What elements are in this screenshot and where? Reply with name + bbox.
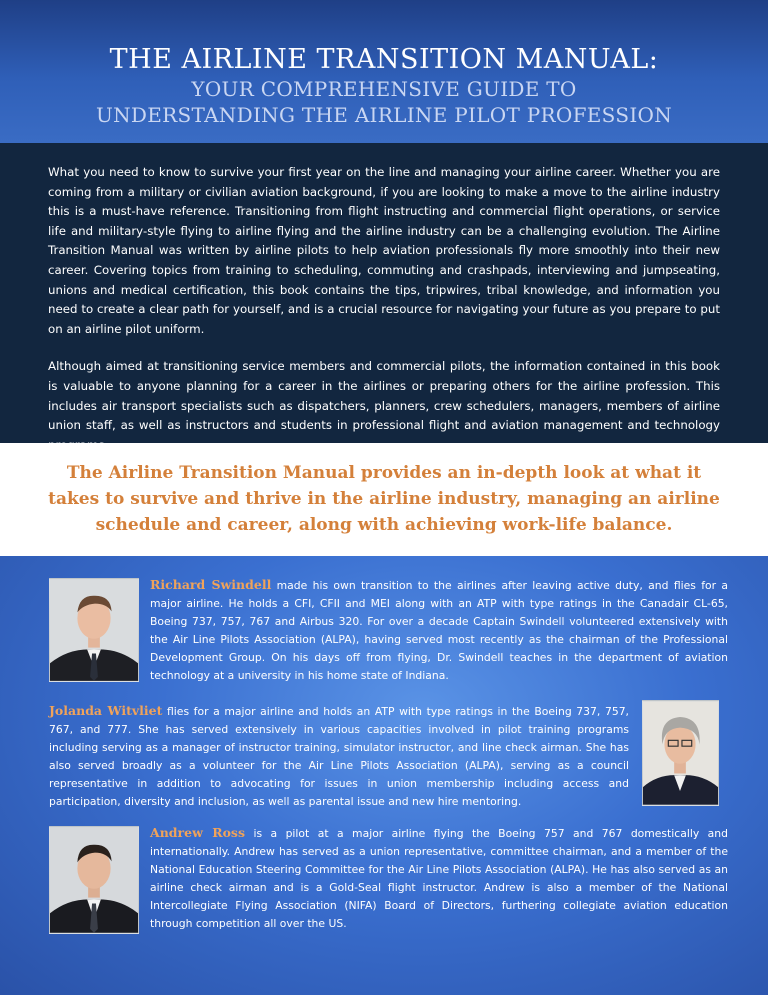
book-description <box>0 143 768 443</box>
description-paragraph-1: What you need to know to survive your first year on the line and managing your airline career. Whether you are coming from a military or civilian aviation background, if you are looking to make a move to the airline industry this is a must-have reference. Transitioning from flight instructing and commercial flight operations, or service life and military-style flying to airline flying and the airline industry can be a challenging evolution. The Airline Transition Manual was written by airline pilots to help aviation professionals fly more smoothly into their new career. Covering topics from training to scheduling, commuting and crashpads, interviewing and jumpseating, unions and medical certification, this book contains the tips, tripwires, tribal knowledge, and information you need to create a clear path for yourself, and is a crucial resource for navigating your future as you prepare to put on an airline pilot uniform. <box>48 165 720 336</box>
author-bio-text: is a pilot at a major airline flying the Boeing 757 and 767 domestically and internationally. Andrew has served as a union representative, committee chairman, and a member of the National Education Steering Committee for the Air Line Pilots Association (ALPA). He has also served as an airline check airman and is a Gold-Seal flight instructor. Andrew is also a member of the National Intercollegiate Flying Association (NIFA) Board of Directors, furthering collegiate aviation education through competition all over the US. <box>150 827 728 930</box>
book-subtitle-line2: UNDERSTANDING THE AIRLINE PILOT PROFESSION <box>95 103 673 127</box>
description-paragraph-2: Although aimed at transitioning service members and commercial pilots, the information contained in this book is valuable to anyone planning for a career in the airlines or preparing others for the airline profession. This includes air transport specialists such as dispatchers, planners, crew schedulers, managers, members of airline union staff, as well as instructors and students in professional flight and aviation management and technology <box>48 359 720 433</box>
book-subtitle-line1: YOUR COMPREHENSIVE GUIDE TO <box>191 77 577 101</box>
author-name: Richard Swindell <box>150 577 272 592</box>
author-bio-text: made his own transition to the airlines after leaving active duty, and flies for a major airline. He holds a CFI, CFII and MEI along with an ATP with type ratings in the Canadair CL-65, Boeing 737, 757, 767 and Airbus 320. For over a decade Captain Swindell volunteered extensively with the Air Line Pilots Association (ALPA), having served most recently as the chairman of the Professional Development Group. On his days off from flying, Dr. Swindell teaches in the department of aviation technology at a university in his home state of Indiana. <box>150 579 728 682</box>
book-title: THE AIRLINE TRANSITION MANUAL: <box>109 44 659 75</box>
title-banner <box>0 0 768 143</box>
author-photo-richard-swindell <box>49 578 139 682</box>
author-bio-jolanda-witvliet <box>49 702 629 811</box>
author-name: Andrew Ross <box>150 825 245 840</box>
portrait-woman-icon <box>643 701 718 805</box>
author-bio-text: flies for a major airline and holds an ATP with type ratings in the Boeing 737, 757, 767, and 777. She has served extensively in various capacities involved in pilot training programs including serving as a manager of instructor training, simulator instructor, and line check airman. She has also served broadly as a volunteer for the Air Line Pilots Association (ALPA), serving as a council representative in addition to advocating for issues in union membership including access and participation, diversity and inclusion, as well as parental issue and new hire mentoring. <box>49 705 629 808</box>
author-section <box>0 556 768 995</box>
pull-quote: The Airline Transition Manual provides an in-depth look at what it takes to survive and thrive in the airline industry, managing an airline schedule and career, along with achieving work-life balance. <box>0 443 768 556</box>
portrait-man-icon <box>50 579 138 681</box>
author-photo-jolanda-witvliet <box>642 700 719 806</box>
author-bio-richard-swindell <box>150 576 728 685</box>
author-photo-andrew-ross <box>49 826 139 934</box>
author-name: Jolanda Witvliet <box>49 703 163 718</box>
portrait-man-icon <box>50 827 138 933</box>
author-bio-andrew-ross <box>150 824 728 933</box>
